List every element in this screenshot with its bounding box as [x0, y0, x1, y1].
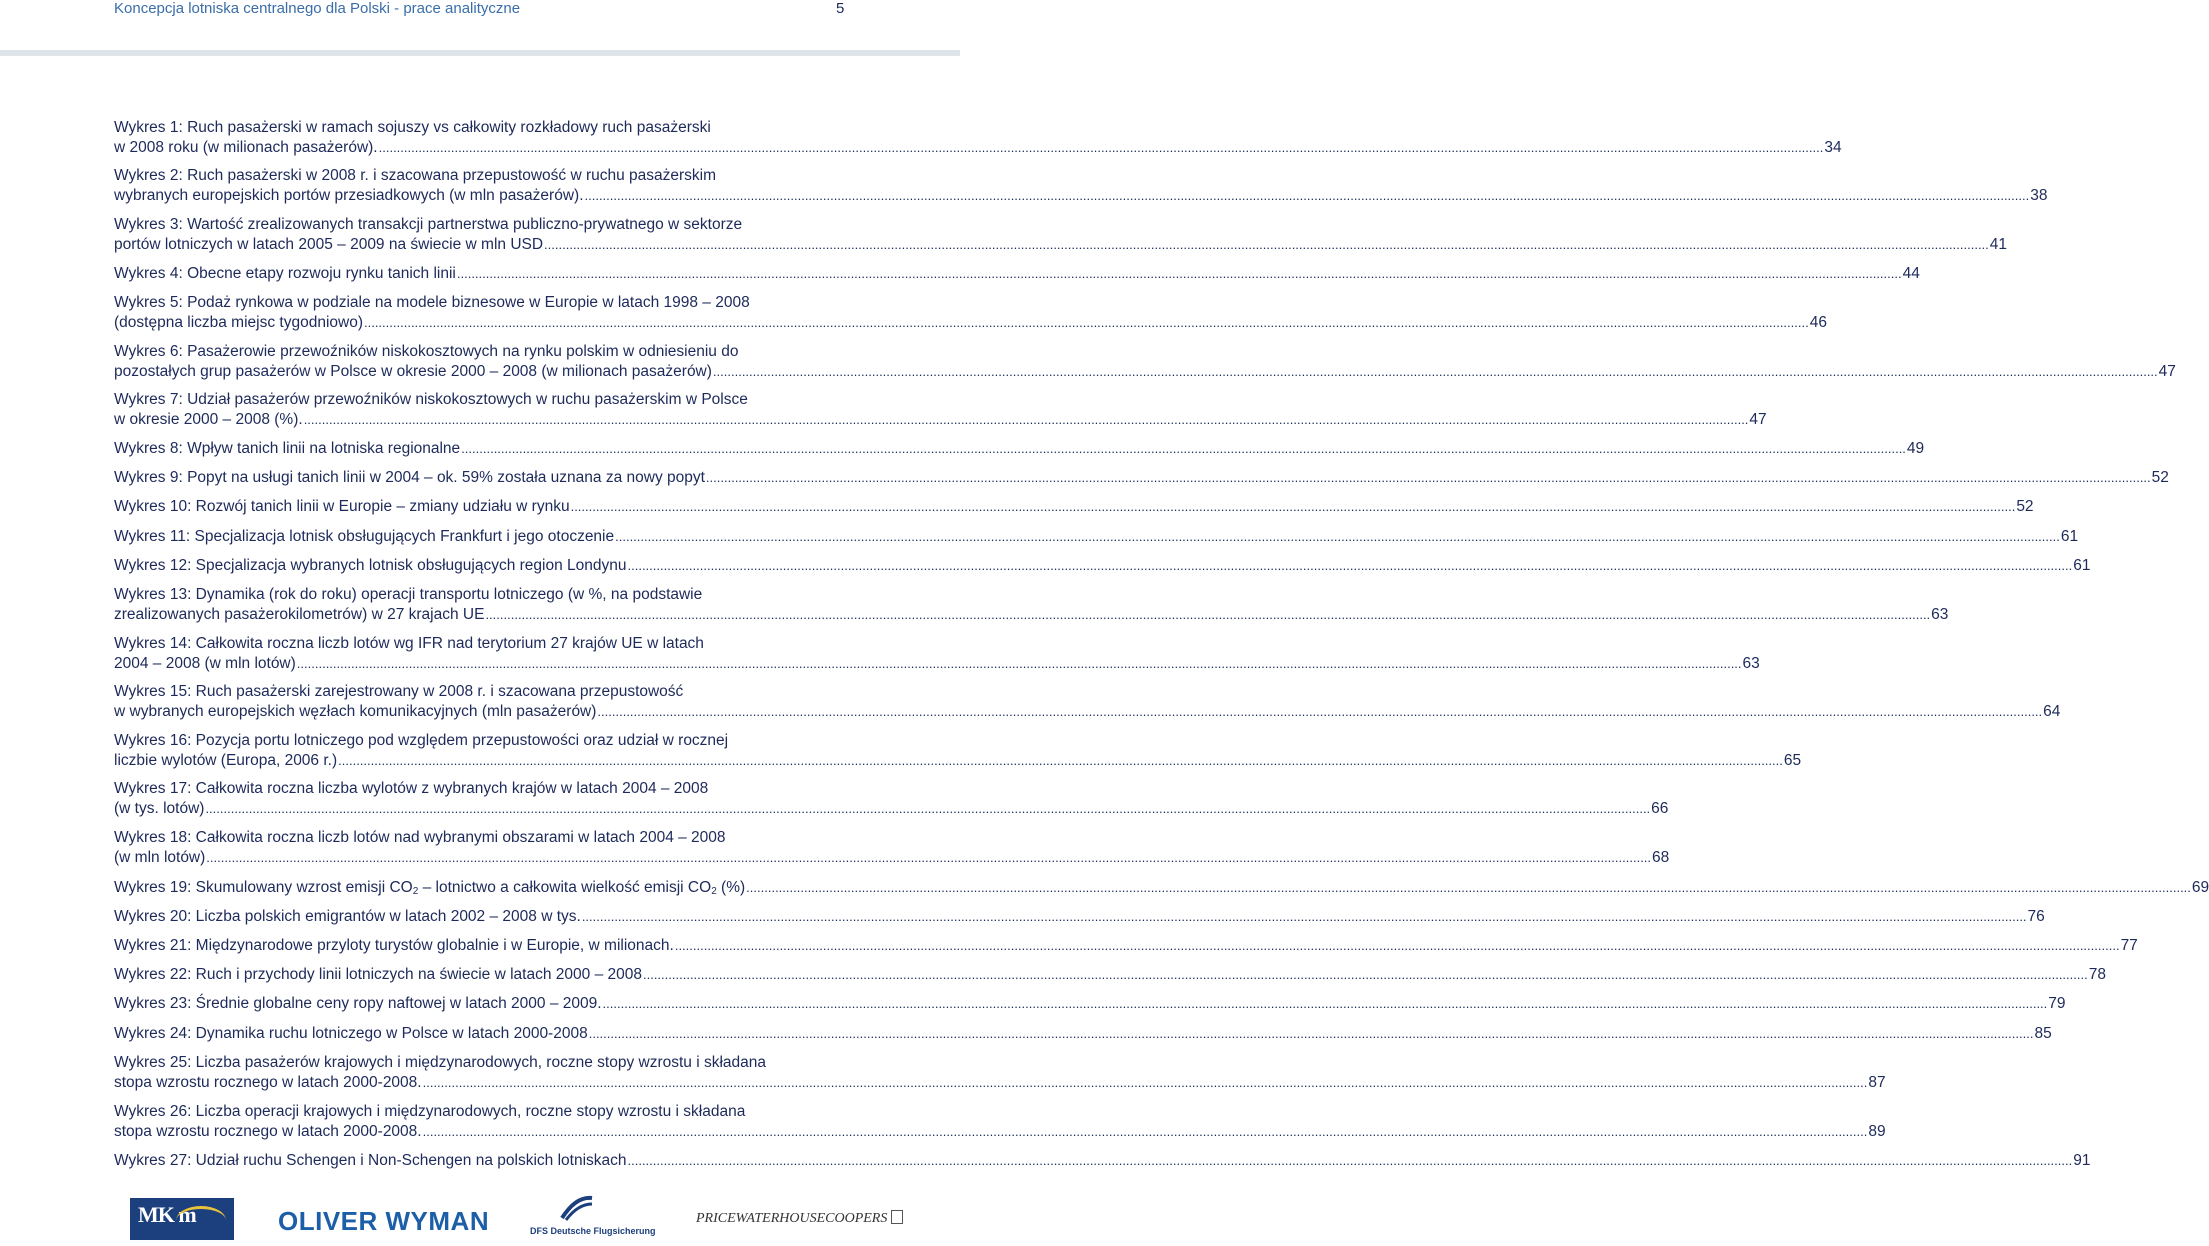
toc-entry-line [114, 1102, 844, 1122]
toc-entry[interactable] [114, 907, 2045, 927]
toc-entry-text: (dostępna liczba miejsc tygodniowo) [114, 314, 363, 331]
toc-entry-text: Wykres 8: Wpływ tanich linii na lotniska regionalne [114, 440, 461, 457]
toc-entry[interactable] [114, 682, 2061, 722]
toc-entry[interactable] [114, 936, 2138, 956]
toc-entry-line [114, 293, 844, 313]
toc-entry-line [114, 828, 844, 848]
dot-leader: ................................................................................................................................................................................................................................................................................................................................................................................................................ [338, 753, 1783, 768]
toc-entry-text: stopa wzrostu rocznego w latach 2000-2008. [114, 1123, 422, 1140]
dot-leader: ................................................................................................................................................................................................................................................................................................................................................................................................................ [206, 850, 1652, 865]
toc-entry-text: Wykres 4: Obecne etapy rozwoju rynku tanich linii [114, 265, 456, 282]
oliver-wyman-logo: OLIVER WYMAN [278, 1206, 490, 1236]
dot-leader: ................................................................................................................................................................................................................................................................................................................................................................................................................ [581, 909, 2027, 924]
dfs-logo: DFS Deutsche Flugsicherung [528, 1194, 628, 1244]
toc-page-number: 87 [1868, 1074, 1886, 1091]
toc-entry[interactable] [114, 118, 1842, 158]
toc-entry-text: Wykres 20: Liczba polskich emigrantów w latach 2002 – 2008 w tys. [114, 908, 581, 925]
toc-entry-text: Wykres 25: Liczba pasażerów krajowych i międzynarodowych, roczne stopy wzrostu i składana [114, 1054, 766, 1071]
toc-entry-text: Wykres 12: Specjalizacja wybranych lotnisk obsługujących region Londynu [114, 557, 627, 574]
dot-leader: ................................................................................................................................................................................................................................................................................................................................................................................................................ [456, 266, 1902, 281]
toc-entry-line [114, 751, 1802, 771]
toc-entry-text: stopa wzrostu rocznego w latach 2000-2008. [114, 1074, 422, 1091]
toc-entry-line [114, 654, 1760, 674]
dot-leader: ................................................................................................................................................................................................................................................................................................................................................................................................................ [422, 1075, 1868, 1090]
toc-entry-text: w okresie 2000 – 2008 (%). [114, 411, 303, 428]
toc-entry[interactable] [114, 342, 2176, 382]
dot-leader: ................................................................................................................................................................................................................................................................................................................................................................................................................ [303, 412, 1749, 427]
toc-entry-line [114, 848, 1670, 868]
dot-leader: ................................................................................................................................................................................................................................................................................................................................................................................................................ [296, 656, 1742, 671]
dot-leader: ................................................................................................................................................................................................................................................................................................................................................................................................................ [642, 967, 2088, 982]
dot-leader: ................................................................................................................................................................................................................................................................................................................................................................................................................ [205, 801, 1651, 816]
toc-page-number: 52 [2151, 469, 2169, 486]
toc-entry-line [114, 264, 1920, 284]
toc-entry-line [114, 585, 844, 605]
toc-entry[interactable] [114, 468, 2169, 488]
toc-entry-text: 2004 – 2008 (w mln lotów) [114, 655, 296, 672]
toc-entry-text: Wykres 5: Podaż rynkowa w podziale na modele biznesowe w Europie w latach 1998 – 2008 [114, 294, 750, 311]
toc-page-number: 38 [2030, 187, 2048, 204]
dot-leader: ................................................................................................................................................................................................................................................................................................................................................................................................................ [461, 441, 1906, 456]
dot-leader: ................................................................................................................................................................................................................................................................................................................................................................................................................ [363, 315, 1809, 330]
toc-entry-text: liczbie wylotów (Europa, 2006 r.) [114, 752, 338, 769]
toc-page-number: 78 [2088, 966, 2106, 983]
toc-entry-line [114, 166, 844, 186]
toc-entry-text: wybranych europejskich portów przesiadkowych (w mln pasażerów). [114, 187, 584, 204]
dot-leader: ................................................................................................................................................................................................................................................................................................................................................................................................................ [588, 1026, 2034, 1041]
toc-entry-line [114, 313, 1827, 333]
toc-entry[interactable] [114, 166, 2048, 206]
toc-page-number: 61 [2060, 528, 2079, 545]
toc-entry-line [114, 362, 2176, 382]
toc-entry[interactable] [114, 585, 1949, 625]
toc-entry[interactable] [114, 878, 2209, 898]
toc-page-number: 44 [1902, 265, 1920, 282]
dot-leader: ................................................................................................................................................................................................................................................................................................................................................................................................................ [378, 140, 1824, 155]
toc-entry-line [114, 556, 2091, 576]
toc-entry[interactable] [114, 527, 2079, 547]
toc-entry[interactable] [114, 634, 1760, 674]
toc-entry-text: Wykres 26: Liczba operacji krajowych i międzynarodowych, roczne stopy wzrostu i składana [114, 1103, 746, 1120]
toc-page-number: 63 [1931, 606, 1949, 623]
toc-entry-line [114, 1024, 2052, 1044]
toc-entry[interactable] [114, 1151, 2091, 1171]
toc-page-number: 65 [1783, 752, 1802, 769]
toc-entry-line [114, 527, 2079, 547]
toc-page-number: 49 [1906, 440, 1925, 457]
toc-entry-line [114, 410, 1767, 430]
mkm-logo: MK m [130, 1198, 234, 1240]
pwc-logo: PRICEWATERHOUSECOOPERS [696, 1210, 903, 1227]
toc-entry-text: (w mln lotów) [114, 849, 206, 866]
toc-entry-line [114, 439, 1925, 459]
toc-entry[interactable] [114, 779, 1669, 819]
toc-entry-text: Wykres 24: Dynamika ruchu lotniczego w Polsce w latach 2000-2008 [114, 1025, 588, 1042]
toc-entry[interactable] [114, 828, 1670, 868]
toc-page-number: 89 [1868, 1123, 1886, 1140]
toc-entry-text: Wykres 9: Popyt na usługi tanich linii w 2004 – ok. 59% została uznana za nowy popyt [114, 469, 705, 486]
header-divider [0, 50, 960, 56]
toc-entry-text: Wykres 18: Całkowita roczna liczb lotów nad wybranymi obszarami w latach 2004 – 2008 [114, 829, 726, 846]
toc-entry-text: Wykres 16: Pozycja portu lotniczego pod względem przepustowości oraz udział w rocznej [114, 732, 729, 749]
toc-entry-line [114, 118, 844, 138]
toc-entry[interactable] [114, 293, 1827, 333]
toc-entry-line [114, 1151, 2091, 1171]
toc-page-number: 41 [1989, 236, 2008, 253]
toc-entry-text: Wykres 11: Specjalizacja lotnisk obsługujących Frankfurt i jego otoczenie [114, 528, 615, 545]
toc-page-number: 61 [2073, 557, 2091, 574]
toc-entry-line [114, 994, 2066, 1014]
toc-entry-line [114, 682, 844, 702]
toc-entry-text: Wykres 15: Ruch pasażerski zarejestrowany w 2008 r. i szacowana przepustowość [114, 683, 684, 700]
toc-entry[interactable] [114, 215, 2008, 255]
dot-leader: ................................................................................................................................................................................................................................................................................................................................................................................................................ [602, 996, 2048, 1011]
dot-leader: ................................................................................................................................................................................................................................................................................................................................................................................................................ [485, 607, 1931, 622]
page-header [0, 0, 960, 54]
toc-entry-line [114, 1122, 1886, 1142]
document-title: Koncepcja lotniska centralnego dla Polski - prace analityczne [114, 0, 521, 17]
toc-page-number: 52 [2016, 498, 2034, 515]
toc-page-number: 47 [1749, 411, 1767, 428]
toc-page-number: 47 [2158, 363, 2176, 380]
toc-entry-text: Wykres 19: Skumulowany wzrost emisji $CO_2$ – lotnictwo a całkowita wielkość emisji $CO_2$ (%) [114, 879, 746, 897]
toc-page-number: 66 [1651, 800, 1669, 817]
toc-entry[interactable] [114, 264, 1920, 284]
toc-entry[interactable] [114, 1102, 1886, 1142]
toc-entry-line [114, 799, 1669, 819]
toc-entry[interactable] [114, 390, 1767, 430]
toc-entry-line [114, 907, 2045, 927]
toc-entry-text: Wykres 23: Średnie globalne ceny ropy naftowej w latach 2000 – 2009. [114, 995, 602, 1012]
toc-entry[interactable] [114, 439, 1925, 459]
toc-entry-text: Wykres 10: Rozwój tanich linii w Europie – zmiany udziału w rynku [114, 498, 570, 515]
toc-entry-text: (w tys. lotów) [114, 800, 205, 817]
toc-page-number: 79 [2048, 995, 2066, 1012]
toc-entry-line [114, 965, 2106, 985]
toc-entry[interactable] [114, 994, 2066, 1014]
toc-entry-line [114, 138, 1842, 158]
toc-entry-text: zrealizowanych pasażerokilometrów) w 27 krajach UE [114, 606, 485, 623]
dot-leader: ................................................................................................................................................................................................................................................................................................................................................................................................................ [746, 880, 2191, 895]
toc-page-number: 46 [1809, 314, 1827, 331]
toc-entry-line [114, 390, 844, 410]
toc-entry-line [114, 1073, 1886, 1093]
page-number: 5 [836, 0, 845, 17]
toc-entry[interactable] [114, 556, 2091, 576]
toc-entry-text: Wykres 1: Ruch pasażerski w ramach sojuszy vs całkowity rozkładowy ruch pasażerski [114, 119, 711, 136]
toc-entry-text: w wybranych europejskich węzłach komunikacyjnych (mln pasażerów) [114, 703, 597, 720]
toc-page-number: 69 [2191, 879, 2209, 896]
toc-entry[interactable] [114, 1053, 1886, 1093]
dot-leader: ................................................................................................................................................................................................................................................................................................................................................................................................................ [584, 188, 2030, 203]
dot-leader: ................................................................................................................................................................................................................................................................................................................................................................................................................ [570, 499, 2016, 514]
dot-leader: ................................................................................................................................................................................................................................................................................................................................................................................................................ [615, 529, 2060, 544]
dot-leader: ................................................................................................................................................................................................................................................................................................................................................................................................................ [422, 1124, 1868, 1139]
toc-entry-text: Wykres 13: Dynamika (rok do roku) operacji transportu lotniczego (w %, na podstawie [114, 586, 703, 603]
toc-entry-line [114, 731, 844, 751]
toc-page-number: 76 [2027, 908, 2045, 925]
toc-entry-text: Wykres 22: Ruch i przychody linii lotniczych na świecie w latach 2000 – 2008 [114, 966, 642, 983]
toc-entry-line [114, 702, 2061, 722]
dot-leader: ................................................................................................................................................................................................................................................................................................................................................................................................................ [627, 1153, 2073, 1168]
dot-leader: ................................................................................................................................................................................................................................................................................................................................................................................................................ [597, 704, 2043, 719]
toc-entry-line [114, 634, 844, 654]
toc-entry-line [114, 235, 2008, 255]
toc-entry-line [114, 779, 844, 799]
toc-entry-text: pozostałych grup pasażerów w Polsce w okresie 2000 – 2008 (w milionach pasażerów) [114, 363, 712, 380]
toc-page-number: 63 [1742, 655, 1760, 672]
toc-entry[interactable] [114, 731, 1802, 771]
toc-entry-text: portów lotniczych w latach 2005 – 2009 na świecie w mln USD [114, 236, 544, 253]
toc-entry-line [114, 936, 2138, 956]
toc-entry[interactable] [114, 965, 2106, 985]
toc-entry-line [114, 186, 2048, 206]
toc-entry-line [114, 1053, 844, 1073]
toc-entry-line [114, 878, 2209, 898]
toc-entry-line [114, 468, 2169, 488]
toc-entry-line [114, 497, 2034, 517]
toc-entry-text: Wykres 3: Wartość zrealizowanych transakcji partnerstwa publiczno-prywatnego w sektorze [114, 216, 743, 233]
toc-entry-text: Wykres 2: Ruch pasażerski w 2008 r. i szacowana przepustowość w ruchu pasażerskim [114, 167, 717, 184]
toc-entry-line [114, 342, 844, 362]
toc-entry-text: Wykres 21: Międzynarodowe przyloty turystów globalnie i w Europie, w milionach. [114, 937, 674, 954]
toc-page-number: 68 [1652, 849, 1670, 866]
dot-leader: ................................................................................................................................................................................................................................................................................................................................................................................................................ [544, 237, 1989, 252]
dot-leader: ................................................................................................................................................................................................................................................................................................................................................................................................................ [712, 364, 2158, 379]
toc-entry-text: Wykres 17: Całkowita roczna liczba wylotów z wybranych krajów w latach 2004 – 2008 [114, 780, 709, 797]
toc-entry-text: w 2008 roku (w milionach pasażerów). [114, 139, 378, 156]
toc-entry[interactable] [114, 1024, 2052, 1044]
toc-entry[interactable] [114, 497, 2034, 517]
toc-page-number: 64 [2043, 703, 2061, 720]
toc-page-number: 85 [2034, 1025, 2052, 1042]
toc-entry-text: Wykres 7: Udział pasażerów przewoźników niskokosztowych w ruchu pasażerskim w Polsce [114, 391, 748, 408]
dfs-mark-icon [558, 1194, 594, 1222]
dot-leader: ................................................................................................................................................................................................................................................................................................................................................................................................................ [705, 470, 2151, 485]
toc-entry-text: Wykres 27: Udział ruchu Schengen i Non-Schengen na polskich lotniskach [114, 1152, 627, 1169]
toc-page-number: 91 [2073, 1152, 2091, 1169]
toc-entry-text: Wykres 6: Pasażerowie przewoźników niskokosztowych na rynku polskim w odniesieniu do [114, 343, 739, 360]
dot-leader: ................................................................................................................................................................................................................................................................................................................................................................................................................ [627, 558, 2073, 573]
toc-entry-text: Wykres 14: Całkowita roczna liczb lotów wg IFR nad terytorium 27 krajów UE w latach [114, 635, 704, 652]
toc-entry-line [114, 215, 844, 235]
toc-page-number: 77 [2120, 937, 2138, 954]
footer-logos [0, 1190, 960, 1246]
toc-entry-line [114, 605, 1949, 625]
dot-leader: ................................................................................................................................................................................................................................................................................................................................................................................................................ [674, 938, 2120, 953]
toc-page-number: 34 [1824, 139, 1842, 156]
